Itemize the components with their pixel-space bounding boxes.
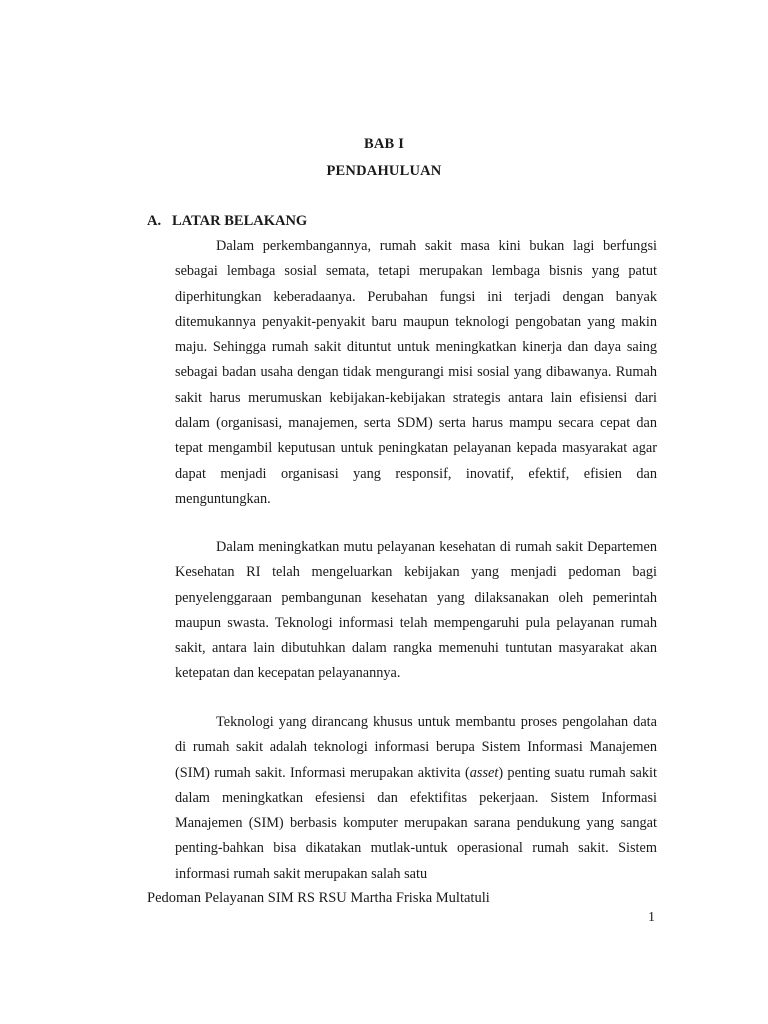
page-number: 1 <box>648 910 655 925</box>
section-title: LATAR BELAKANG <box>172 213 308 229</box>
paragraph-2-text: Dalam meningkatkan mutu pelayanan kesehatan di rumah sakit Departemen Kesehatan RI telah mengeluarkan kebijakan yang menjadi pedoman bagi penyelenggaraan pembangunan kesehatan yang dilaksanakan oleh pemerintah maupun swasta. Teknologi informasi telah mempengaruhi pula pelayanan rumah sakit, antara lain dibutuhkan dalam rangka memenuhi tuntutan masyarakat akan ketepatan dan kecepatan pelayanannya. <box>175 539 657 682</box>
section-number: A. <box>147 213 162 229</box>
paragraph-3-text-b: ) penting suatu rumah sakit dalam meningkatkan efesiensi dan efektifitas pekerjaan. Sistem Informasi Manajemen (SIM) berbasis komputer merupakan sarana pendukung yang sangat penting-bahkan bisa dikatakan mutlak-untuk operasional rumah sakit. Sistem informasi rumah sakit merupakan salah satu <box>175 764 657 882</box>
section-heading <box>147 213 307 230</box>
paragraph-3-italic-term: asset <box>469 764 499 781</box>
chapter-title: PENDAHULUAN <box>326 163 442 179</box>
paragraph-3 <box>175 710 657 887</box>
page-footer: Pedoman Pelayanan SIM RS RSU Martha Friska Multatuli <box>147 890 490 906</box>
paragraph-3-text-a: Teknologi yang dirancang khusus untuk membantu proses pengolahan data di rumah sakit adalah teknologi informasi berupa Sistem Informasi Manajemen (SIM) rumah sakit. Informasi merupakan aktivita ( <box>175 714 657 781</box>
paragraph-1-text: Dalam perkembangannya, rumah sakit masa kini bukan lagi berfungsi sebagai lembaga sosial semata, tetapi merupakan lembaga bisnis yang patut diperhitungkan keberadaanya. Perubahan fungsi ini terjadi dengan banyak ditemukannya penyakit-penyakit baru maupun teknologi pengobatan yang makin maju. Sehingga rumah sakit dituntut untuk meningkatkan kinerja dan daya saing sebagai badan usaha dengan tidak mengurangi misi sosial yang dibawanya. Rumah sakit harus merumuskan kebijakan-kebijakan strategis antara lain efisiensi dari dalam (organisasi, manajemen, serta SDM) serta harus mampu secara cepat dan tepat mengambil keputusan untuk peningkatan pelayanan kepada masyarakat agar dapat menjadi organisasi yang responsif, inovatif, efektif, efisien dan menguntungkan. <box>175 238 657 507</box>
paragraph-1 <box>175 234 657 512</box>
paragraph-2 <box>175 535 657 687</box>
chapter-heading: BAB I <box>363 136 405 152</box>
